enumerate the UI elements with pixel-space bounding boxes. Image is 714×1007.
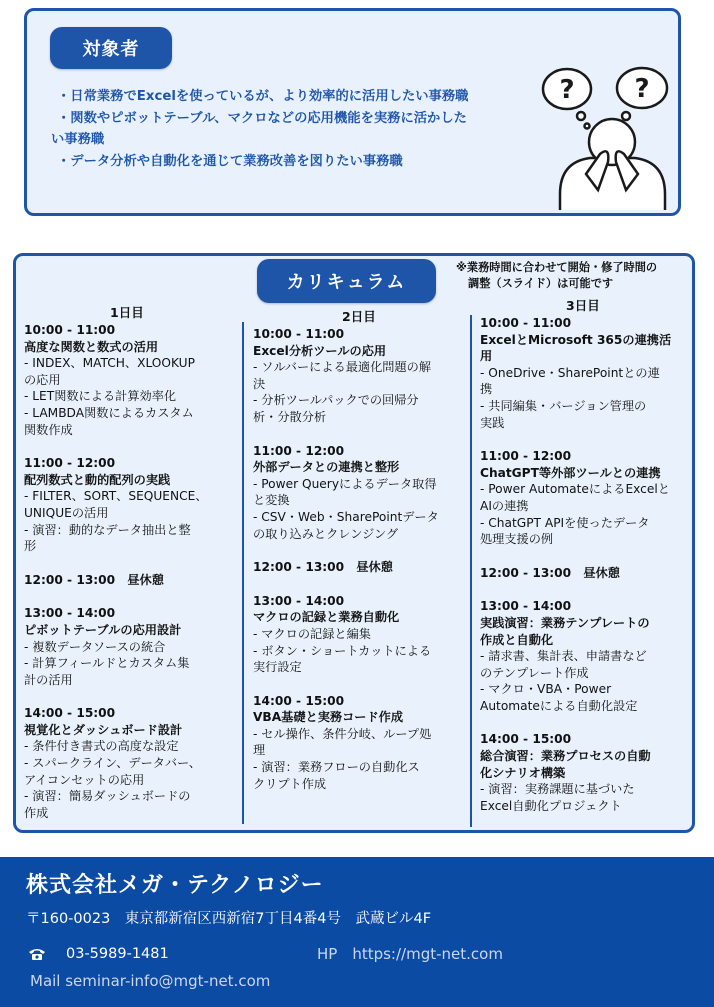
session-detail: - Power AutomateによるExcelと bbox=[480, 482, 670, 497]
session-title: 化シナリオ構築 bbox=[480, 765, 566, 780]
phone-number[interactable]: 03-5989-1481 bbox=[66, 946, 169, 962]
company-address: 〒160-0023 東京都新宿区西新宿7丁目4番4号 武蔵ビル4F bbox=[26, 911, 432, 927]
session-time: 13:00 - 14:00 bbox=[480, 599, 572, 614]
session-detail: - 条件付き書式の高度な設定 bbox=[24, 739, 179, 754]
session-title: ExcelとMicrosoft 365の連携活 bbox=[480, 332, 672, 347]
session-time: 10:00 - 11:00 bbox=[253, 327, 345, 341]
session-detail: - マクロ・VBA・Power bbox=[480, 682, 612, 697]
session-title: 高度な関数と数式の活用 bbox=[24, 339, 159, 354]
session-time: 14:00 - 15:00 bbox=[253, 693, 345, 708]
session-detail: - 計算フィールドとカスタム集 bbox=[24, 656, 190, 671]
session-detail: AIの連携 bbox=[480, 498, 529, 513]
session-detail: の取り込みとクレンジング bbox=[253, 526, 399, 541]
session-time: 11:00 - 12:00 bbox=[253, 443, 345, 458]
session-detail: - 演習：簡易ダッシュボードの bbox=[24, 789, 191, 804]
session-detail: UNIQUEの活用 bbox=[24, 505, 109, 520]
email-link[interactable]: Mail seminar-info@mgt-net.com bbox=[30, 972, 271, 990]
schedule-note-line: ※業務時間に合わせて開始・修了時間の bbox=[456, 261, 658, 274]
session-time: 14:00 - 15:00 bbox=[480, 732, 572, 747]
session-detail: - 演習：動的なデータ抽出と整 bbox=[24, 522, 191, 537]
session-title: 外部データとの連携と整形 bbox=[253, 460, 400, 475]
session-time: 10:00 - 11:00 bbox=[480, 316, 572, 330]
column-divider bbox=[242, 322, 244, 824]
session-title: Excel分析ツールの応用 bbox=[253, 343, 387, 358]
phone-icon bbox=[28, 947, 46, 961]
thinking-person-illustration bbox=[540, 62, 685, 212]
session-time: 11:00 - 12:00 bbox=[480, 449, 572, 464]
session-detail: Automateによる自動化設定 bbox=[480, 698, 638, 713]
target-item: ・データ分析や自動化を通じて業務改善を図りたい事務職 bbox=[57, 154, 403, 169]
schedule-note bbox=[456, 260, 657, 292]
session-detail: - 複数データソースの統合 bbox=[24, 639, 166, 654]
phone-row bbox=[28, 946, 169, 962]
session-title: VBA基礎と実務コード作成 bbox=[253, 710, 404, 725]
session-detail: - 分析ツールパックでの回帰分 bbox=[253, 393, 419, 408]
session-detail: 決 bbox=[253, 376, 266, 391]
session-detail: 携 bbox=[480, 382, 493, 397]
session-time: 10:00 - 11:00 bbox=[24, 323, 116, 337]
session-detail: - スパークライン、データバー、 bbox=[24, 756, 201, 771]
session-title: ChatGPT等外部ツールとの連携 bbox=[480, 465, 661, 480]
session-detail: のテンプレート作成 bbox=[480, 665, 589, 680]
session-time: 11:00 - 12:00 bbox=[24, 456, 116, 471]
session-detail: 実行設定 bbox=[253, 660, 302, 675]
target-item: ・日常業務でExcelを使っているが、より効率的に活用したい事務職 bbox=[57, 89, 469, 104]
session-detail: - マクロの記録と編集 bbox=[253, 626, 371, 641]
session-detail: - OneDrive・SharePointとの連 bbox=[480, 365, 660, 380]
session-detail: と変換 bbox=[253, 493, 290, 508]
day1-label: 1日目 bbox=[110, 305, 144, 320]
column-divider bbox=[470, 315, 472, 827]
day2-column bbox=[253, 326, 439, 792]
question-mark-icon: ? bbox=[634, 74, 650, 104]
session-detail: - 請求書、集計表、申請書など bbox=[480, 649, 647, 664]
session-detail: 形 bbox=[24, 539, 37, 554]
session-detail: の応用 bbox=[24, 372, 61, 387]
session-detail: 関数作成 bbox=[24, 422, 73, 437]
session-detail: - INDEX、MATCH、XLOOKUP bbox=[24, 356, 195, 371]
lunch-break: 12:00 - 13:00 昼休憩 bbox=[253, 560, 393, 575]
session-detail: 計の活用 bbox=[24, 672, 73, 687]
session-detail: - 共同編集・バージョン管理の bbox=[480, 398, 647, 413]
session-detail: - ChatGPT APIを使ったデータ bbox=[480, 515, 650, 530]
session-detail: 実践 bbox=[480, 415, 505, 430]
target-heading: 対象者 bbox=[50, 27, 172, 69]
session-title: マクロの記録と業務自動化 bbox=[253, 610, 400, 625]
session-detail: アイコンセットの応用 bbox=[24, 772, 145, 787]
company-name: 株式会社メガ・テクノロジー bbox=[26, 873, 324, 898]
session-detail: 析・分散分析 bbox=[253, 409, 327, 424]
company-footer bbox=[0, 857, 714, 1007]
session-detail: - CSV・Web・SharePointデータ bbox=[253, 509, 439, 524]
session-title: 用 bbox=[480, 349, 493, 364]
target-item: ・関数やピボットテーブル、マクロなどの応用機能を実務に活かした bbox=[57, 111, 467, 126]
session-detail: 処理支援の例 bbox=[480, 532, 554, 547]
schedule-note-line: 調整（スライド）は可能です bbox=[468, 277, 614, 290]
session-detail: - LET関数による計算効率化 bbox=[24, 389, 177, 404]
session-title: 視覚化とダッシュボード設計 bbox=[24, 722, 183, 737]
session-detail: Excel自動化プロジェクト bbox=[480, 798, 622, 813]
lunch-break: 12:00 - 13:00 昼休憩 bbox=[480, 565, 620, 580]
session-detail: - FILTER、SORT、SEQUENCE、 bbox=[24, 489, 208, 504]
session-detail: - 演習：業務フローの自動化ス bbox=[253, 760, 420, 775]
day3-column bbox=[480, 315, 671, 814]
session-detail: - LAMBDA関数によるカスタム bbox=[24, 405, 194, 420]
session-detail: - 演習：実務課題に基づいた bbox=[480, 782, 635, 797]
curriculum-heading: カリキュラム bbox=[257, 259, 436, 303]
session-time: 13:00 - 14:00 bbox=[24, 606, 116, 621]
session-title: 作成と自動化 bbox=[480, 632, 554, 647]
lunch-break: 12:00 - 13:00 昼休憩 bbox=[24, 572, 164, 587]
session-detail: クリプト作成 bbox=[253, 776, 327, 791]
session-time: 13:00 - 14:00 bbox=[253, 593, 345, 608]
day2-label: 2日目 bbox=[342, 309, 376, 324]
target-item: い事務職 bbox=[51, 132, 105, 147]
session-title: 総合演習：業務プロセスの自動 bbox=[480, 749, 651, 764]
session-title: 実践演習：業務テンプレートの bbox=[480, 615, 650, 630]
session-title: 配列数式と動的配列の実践 bbox=[24, 472, 171, 487]
session-detail: 理 bbox=[253, 743, 266, 758]
day3-label: 3日目 bbox=[566, 298, 600, 313]
session-detail: 作成 bbox=[24, 805, 49, 820]
day1-column bbox=[24, 322, 208, 821]
session-detail: - ボタン・ショートカットによる bbox=[253, 643, 432, 658]
question-mark-icon: ? bbox=[559, 75, 575, 105]
session-title: ピボットテーブルの応用設計 bbox=[24, 622, 182, 637]
session-time: 14:00 - 15:00 bbox=[24, 706, 116, 721]
session-detail: - セル操作、条件分岐、ループ処 bbox=[253, 726, 432, 741]
session-detail: - ソルバーによる最適化問題の解 bbox=[253, 360, 432, 375]
session-detail: - Power Queryによるデータ取得 bbox=[253, 476, 437, 491]
website-link[interactable]: HP https://mgt-net.com bbox=[317, 945, 503, 963]
